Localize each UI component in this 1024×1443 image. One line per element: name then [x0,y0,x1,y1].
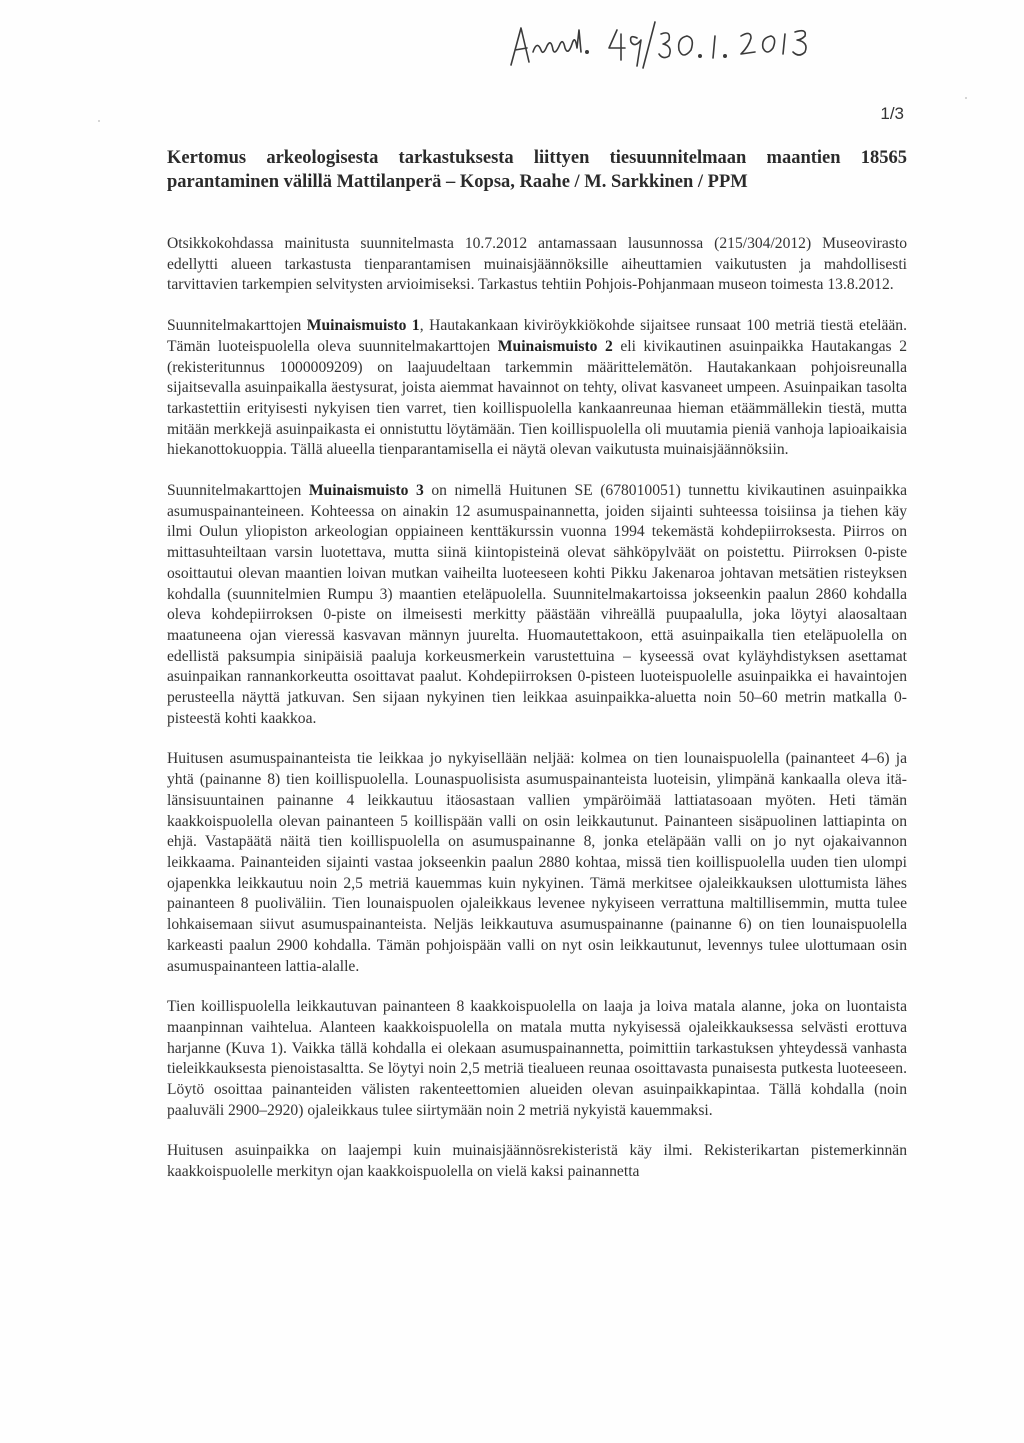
site-reference: Muinaismuisto 1 [306,317,420,335]
body-paragraph [167,481,907,729]
document-body [167,146,907,1183]
paragraph-text: Huitusen asumuspainanteista tie leikkaa jo nykyisellään neljää: kolmea on tien lounaispuolella (painanteet 4–6) ja yhtä (painanne 8) tien koillispuolella. Lounaspuolisista asumuspainanteista luoteisin, ylimpänä kankaalla oleva itä-länsisuuntainen painanne 4 leikkautuu itäosastaan vallien ympäröimää lattiatasoaan myöten. Heti tämän kaakkoispuolella olevan painanteen 5 koillispään valli on osin leikkautunut. Painanteen sisäpuolinen lattiapinta on ehjä. Vastapäätä näitä tien koillispuolella on asumuspainanne 8, jonka eteläpään valli on jo nyt ojakaivannon leikkaama. Painanteiden sijainti vastaa jokseenkin paalun 2880 kohtaa, missä tien koillispuolella uuden tien ulompi ojapenkka leikkautuu noin 2,5 metriä kauemmas kuin nykyinen. Tämä merkitsee ojaleikkauksen ulottumista lähes painanteen 8 puoliväliin. Tien lounaispuolen ojaleikkaus levenee nykyiseen verrattuna maltillisemmin, mutta tulee lohkaisemaan siivut asumuspainanteista. Neljäs leikkautuva asumuspainanne (painanne 6) on tien lounaispuolella karkeasti paalun 2900 kohdalla. Tämän pohjoispään valli on nyt osin leikkautunut, levennys tulee ulottumaan osin asumuspainanteen lattia-alalle. [167,750,907,975]
paragraph-text: eli kivikautinen asuinpaikka Hautakangas 2 (rekisteritunnus 1000009209) on laajuudeltaan tarkemmin määrittelemätön. Hautakankaan pohjoisreunalla sijaitsevalla asuinpaikalla äestysurat, joista aiemmat havainnot on tehty, olivat kasvaneet umpeen. Asuinpaikan tasolta tarkastettiin erityisesti nykyisen tien varret, tien koillispuolella kankaanreunaa hieman etäämmällekin tiestä, mutta mitään merkkejä asuinpaikasta ei onnistuttu löytämään. Tien koillispuolella oli muutamia pieniä vanhoja lapioaikaisia hiekanottokuoppia. Tällä alueella tienparantamisella ei näytä olevan vaikutusta muinaisjäännöksiin. [167,337,907,459]
handwritten-note-drawing [505,10,845,70]
handwritten-archive-note [505,10,845,70]
paragraph-text: Suunnitelmakarttojen [167,317,307,335]
document-title: Kertomus arkeologisesta tarkastuksesta liittyen tiesuunnitelmaan maantien 18565 parantaminen välillä Mattilanperä – Kopsa, Raahe / M. Sarkkinen / PPM [167,148,907,192]
paragraph-text: on nimellä Huitunen SE (678010051) tunnettu kivikautinen asuinpaikka asumuspainanteineen. Kohteessa on ainakin 12 asumuspainannetta, joiden sijainti suhteessa toisiinsa ja tiehen käy ilmi Oulun yliopiston arkeologian oppiaineen kenttäkurssin vuonna 1994 tekemästä kohdepiirroksesta. Piirros on mittasuhteiltaan varsin luotettava, mutta siinä kiintopisteinä olevat sähköpylväät on poistettu. Piirroksen 0-piste osoittautui olevan maantien loivan mutkan vaiheilta luoteeseen kohti Pikku Jakenaroa johtavan metsätien risteyksen kohdalla (suunnitelmien Rumpu 3) maantien eteläpuolella. Suunnitelmakartoissa jokseenkin paalun 2860 kohdalla oleva kohdepiirroksen 0-piste on ilmeisesti merkitty päästään vihreällä puupaalulla, joka löytyi alaosaltaan maatuneena ojan vieressä kasvavan männyn juurelta. Huomautettakoon, että asuinpaikalla tien eteläpuolella on edellistä paksumpia sinipäisiä paaluja korkeusmerkein varustettuina – kyseessä ovat kyläyhdistyksen asettamat asuinpaikan rannankorkeutta osoittavat paalut. Kohdepiirroksen 0-pisteen luoteispuolelle asuinpaikka ei havaintojen perusteella näyttä jatkuvan. Sen sijaan nykyinen tien leikkaa asuinpaikka-aluetta noin 50–60 metrin matkalla 0-pisteestä kohti kaakkoa. [167,482,907,727]
paragraph-text: Tien koillispuolella leikkautuvan painanteen 8 kaakkoispuolella on laaja ja loiva matala alanne, joka on luontaista maanpinnan vaihtelua. Alanteen kaakkoispuolella on matala mutta nykyisessä ojaleikkauksessa selvästi erottuva harjanne (Kuva 1). Vaikka tällä kohdalla ei olekaan asumuspainannetta, poimittiin tarkastuksen yhteydessä vanhasta tieleikkauksesta pienoistasaltta. Se löytyi noin 2,5 metriä tiealueen reunaa osoittavasta punaisesta putkesta luoteeseen. Löytö osoittaa painanteiden välisten rakenteettomien alueiden olevan asuinpaikkapintaa. Tällä kohdalla (noin paaluväli 2900–2920) ojaleikkaus tulee siirtymään noin 2 metriä nykyistä kauemmaksi. [167,998,907,1119]
paragraph-list [167,234,907,1183]
body-paragraph [167,997,907,1121]
paragraph-text: , Hautakankaan kiviröykkiökohde sijaitsee runsaat 100 metriä tiestä etelään. Tämän luoteispuolella oleva suunnitelmakarttojen [167,317,907,355]
scan-speck [98,120,100,122]
paragraph-text: Suunnitelmakarttojen [167,482,309,500]
paragraph-text: Otsikkokohdassa mainitusta suunnitelmasta 10.7.2012 antamassaan lausunnossa (215/304/2012) Museovirasto edellytti alueen tarkastusta tienparantamisen muinaisjäännöksille aiheuttamien vaikutusten ja mahdollisesti tarvittavien tarkempien selvitysten arvioimiseksi. Tarkastus tehtiin Pohjois-Pohjanmaan museon toimesta 13.8.2012. [167,235,907,294]
scan-speck [965,97,967,99]
body-paragraph [167,234,907,296]
paragraph-text: Huitusen asuinpaikka on laajempi kuin muinaisjäännösrekisteristä käy ilmi. Rekisterikartan pistemerkinnän kaakkoispuolelle merkityn ojan kaakkoispuolella on vielä kaksi painannetta [167,1142,907,1181]
site-reference: Muinaismuisto 3 [308,482,424,500]
body-paragraph [167,316,907,461]
page-number: 1/3 [880,104,904,123]
site-reference: Muinaismuisto 2 [497,337,613,355]
body-paragraph [167,1141,907,1182]
body-paragraph [167,749,907,977]
